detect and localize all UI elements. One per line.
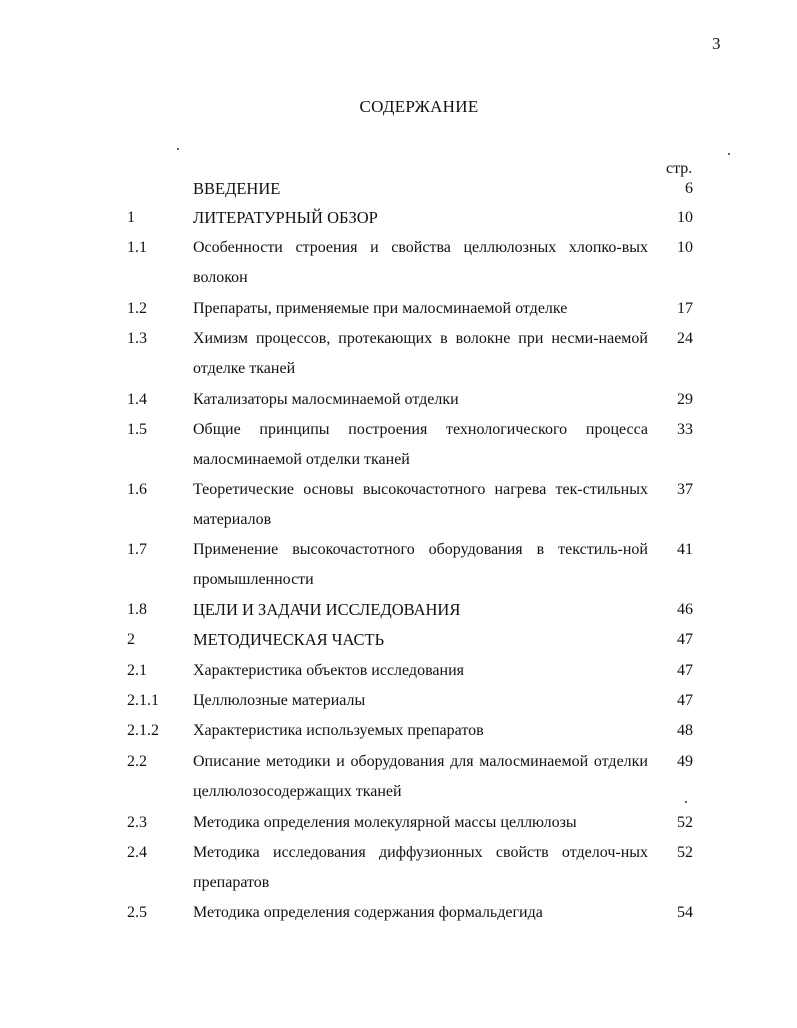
entry-title: Катализаторы малосминаемой отделки (193, 391, 459, 408)
entry-title: Препараты, применяемые при малосминаемой отделке (193, 300, 568, 317)
entry-title: Методика определения содержания формальдегида (193, 904, 543, 921)
entry-title: Химизм процессов, протекающих в волокне при несми-наемой отделке тканей (193, 330, 648, 377)
page-column-label: стр. (666, 160, 693, 177)
entry-title: Методика определения молекулярной массы целлюлозы (193, 814, 577, 831)
entry-title: Применение высокочастотного оборудования в текстиль-ной промышленности (193, 541, 648, 588)
entry-title: ЛИТЕРАТУРНЫЙ ОБЗОР (193, 208, 378, 227)
entry-number: 2.1.1 (127, 692, 159, 709)
entry-number: 2.3 (127, 814, 147, 831)
entry-title: Описание методики и оборудования для малосминаемой отделки целлюлозосодержащих тканей (193, 753, 648, 800)
entry-title: Теоретические основы высокочастотного нагрева тек-стильных материалов (193, 481, 648, 528)
entry-title: ЦЕЛИ И ЗАДАЧИ ИССЛЕДОВАНИЯ (193, 600, 461, 619)
entry-page: 10 (677, 209, 693, 226)
entry-number: 2 (127, 631, 135, 648)
entry-page: 47 (677, 631, 693, 648)
entry-page: 6 (685, 180, 693, 197)
entry-number: 2.5 (127, 904, 147, 921)
entry-title: Общие принципы построения технологического процесса малосминаемой отделки тканей (193, 421, 648, 468)
entry-number: 1.6 (127, 481, 147, 498)
entry-page: 46 (677, 601, 693, 618)
entry-number: 2.1 (127, 662, 147, 679)
entry-page: 52 (677, 814, 693, 831)
entry-number: 1.4 (127, 391, 147, 408)
page-number: 3 (712, 34, 721, 53)
entry-page: 29 (677, 391, 693, 408)
entry-title: Характеристика объектов исследования (193, 662, 464, 679)
entry-page: 52 (677, 844, 693, 861)
entry-number: 2.4 (127, 844, 147, 861)
entry-number: 1.1 (127, 239, 147, 256)
entry-number: 1.3 (127, 330, 147, 347)
entry-title: МЕТОДИЧЕСКАЯ ЧАСТЬ (193, 630, 385, 649)
entry-number: 1 (127, 209, 135, 226)
entry-page: 54 (677, 904, 693, 921)
entry-number: 1.7 (127, 541, 147, 558)
entry-page: 10 (677, 239, 693, 256)
page-title: СОДЕРЖАНИЕ (359, 97, 479, 116)
entry-title: Характеристика используемых препаратов (193, 722, 484, 739)
entry-page: 17 (677, 300, 693, 317)
entry-page: 47 (677, 692, 693, 709)
entry-number: 1.5 (127, 421, 147, 438)
entry-page: 48 (677, 722, 693, 739)
entry-title: ВВЕДЕНИЕ (193, 179, 281, 198)
entry-page: 37 (677, 481, 693, 498)
entry-page: 47 (677, 662, 693, 679)
entry-page: 49 (677, 753, 693, 770)
entry-number: 1.8 (127, 601, 147, 618)
entry-page: 24 (677, 330, 693, 347)
entry-number: 2.2 (127, 753, 147, 770)
entry-number: 1.2 (127, 300, 147, 317)
entry-title: Методика исследования диффузионных свойств отделоч-ных препаратов (193, 844, 648, 891)
entry-title: Целлюлозные материалы (193, 692, 366, 709)
entry-page: 41 (677, 541, 693, 558)
entry-title: Особенности строения и свойства целлюлозных хлопко-вых волокон (193, 239, 648, 286)
entry-number: 2.1.2 (127, 722, 159, 739)
entry-page: 33 (677, 421, 693, 438)
